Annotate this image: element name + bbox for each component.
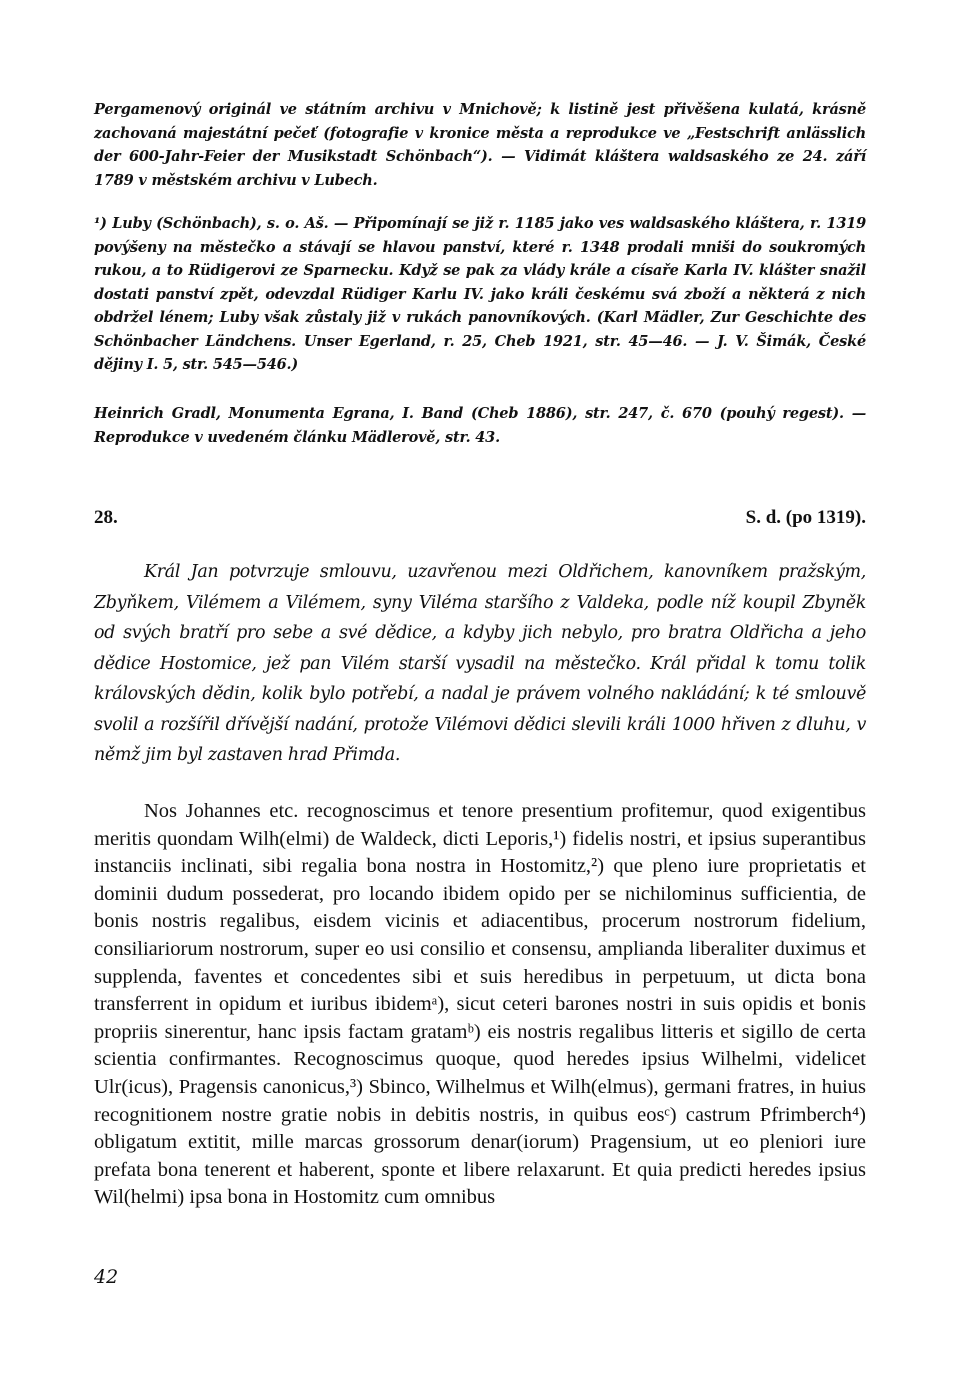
page-number: 42 <box>94 1266 119 1288</box>
footnote-1: ¹) Luby (Schönbach), s. o. Aš. — Připomínají se již r. 1185 jako ves waldsaského kláštera, r. 1319 povýšeny na městečko a stávají se hlavou panství, které r. 1348 prodali mniši do soukromých rukou, a to Rüdigerovi ze Sparnecku. Když se pak za vlády krále a císaře Karla IV. klášter snažil dostati panství zpět, odevzdal Rüdiger Karlu IV. jako králi českému svá zboží a některá z nich obdržel lénem; Luby však zůstaly již v rukách panovníkových. (Karl Mädler, Zur Geschichte des Schönbacher Ländchens. Unser Egerland, r. 25, Cheb 1921, str. 45—46. — J. V. Šimák, České dějiny I. 5, str. 545—546.) <box>94 215 866 373</box>
edition-note: Heinrich Gradl, Monumenta Egrana, I. Band (Cheb 1886), str. 247, č. 670 (pouhý regest). — Reprodukce v uvedeném článku Mädlerově, str. 43. <box>94 405 866 446</box>
document-number: 28. <box>94 507 118 528</box>
document-date: S. d. (po 1319). <box>745 507 866 528</box>
czech-summary: Král Jan potvrzuje smlouvu, uzavřenou mezi Oldřichem, kanovníkem pražským, Zbyňkem, Vilémem a Vilémem, syny Viléma staršího z Valdeka, podle níž koupil Zbyněk od svých bratří pro sebe a své dědice, a kdyby jich nebylo, pro bratra Oldřicha a jeho dědice Hostomice, jež pan Vilém starší vysadil na městečko. Král přidal k tomu tolik královských dědin, kolik bylo potřebí, a nadal je právem volného nakládání; k té smlouvě svolil a rozšířil dřívější nadání, protože Vilémovi dědici slevili králi 1000 hřiven z dluhu, v němž jim byl zastaven hrad Přimda. <box>94 562 866 765</box>
source-note: Pergamenový originál ve státním archivu v Mnichově; k listině jest přivěšena kulatá, krásně zachovaná majestátní pečeť (fotografie v kronice města a reprodukce ve „Festschrift anlässlich der 600-Jahr-Feier der Musikstadt Schönbach“). — Vidimát kláštera waldsaského ze 24. září 1789 v městském archivu v Lubech. <box>94 101 866 189</box>
latin-text: Nos Johannes etc. recognoscimus et tenore presentium profitemur, quod exigentibus meritis quondam Wilh(elmi) de Waldeck, dicti Leporis,¹) fidelis nostri, et ipsius superantibus instanciis inclinati, sibi regalia bona nostra in Hostomitz,²) que pleno iure proprietatis et dominii dudum possederat, pro locando ibidem opido per se nichilominus sufficientia, de bonis nostris regalibus, eisdem vicinis et adiacentibus, procerum nostrorum fidelium, consiliariorum nostrorum, super eo usi consilio et consensu, amplianda liberaliter duximus et supplenda, faventes et concedentes sibi et suis heredibus in perpetuum, ut dicta bona transferrent in opidum et iuribus ibidemᵃ), sicut ceteri barones nostri in suis opidis et bonis propriis sinerentur, hanc ipsis factam gratamᵇ) eis nostris regalibus litteris et sigillo de certa scientia confirmantes. Recognoscimus quoque, quod heredes ipsius Wilhelmi, videlicet Ulr(icus), Pragensis canonicus,³) Sbinco, Wilhelmus et Wilh(elmus), germani fratres, in huius recognitionem nostre gratie nobis in debitis nostris, in quibus eosᶜ) castrum Pfrimberch⁴) obligatum extitit, mille marcas grossorum denar(iorum) Pragensium, ut eo pleniori iure prefata bona tenerent et haberent, sponte et libere relaxarunt. Et quia predicti heredes ipsius Wil(helmi) ipsa bona in Hostomitz cum omnibus <box>94 800 866 1209</box>
